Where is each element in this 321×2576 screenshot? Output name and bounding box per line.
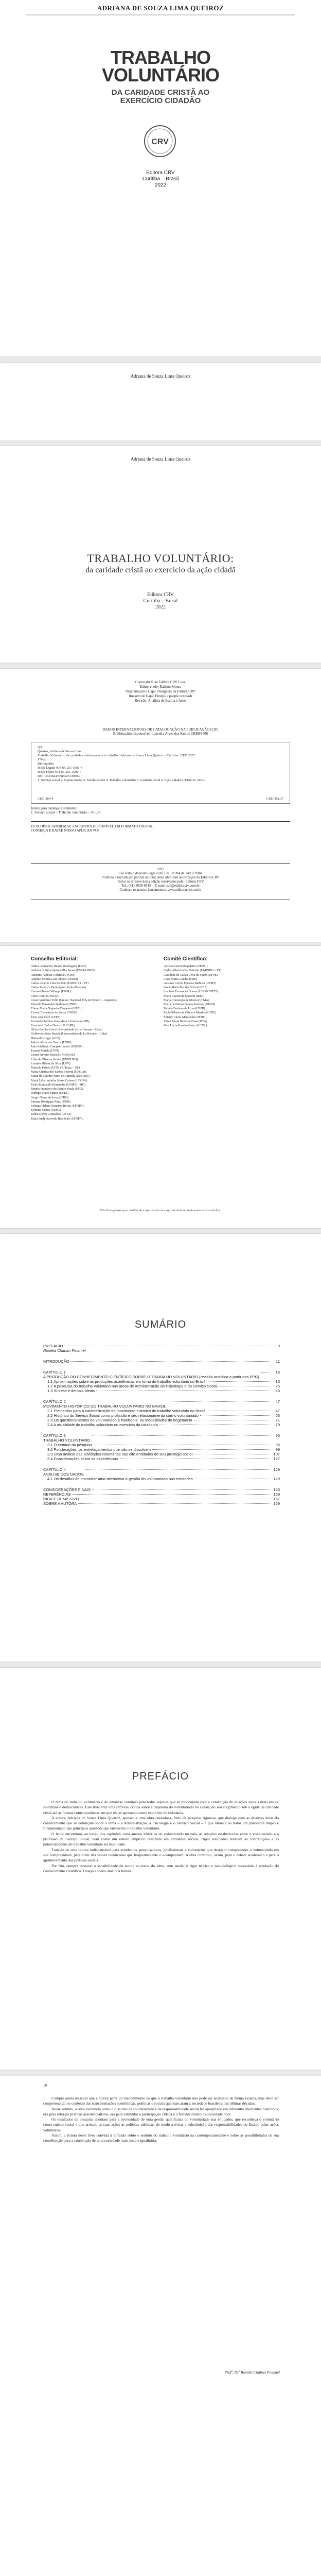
toc-entry[interactable] — [43, 1388, 280, 1393]
member-name: Adriana Guzzi Magalhães (UFMG) — [164, 965, 208, 969]
toc-entry-title: CONSIDERAÇÕES FINAIS — [43, 1487, 91, 1492]
cover-city: Curitiba – Brasil — [142, 176, 179, 182]
toc-entry-title: CAPÍTULO 2 MOVIMENTO HISTÓRICO DO TRABALHO VOLUNTÁRIO NO BRASIL — [43, 1399, 166, 1409]
member-name: Antônio Pereira Gaio Júnior (UFRRJ) — [31, 977, 78, 981]
toc-entry[interactable] — [43, 1467, 280, 1477]
member-name: João Adalberto Campato Junior (UNESP) — [31, 1045, 83, 1049]
member-name: Lídia de Oliveira Xavier (UNIEURO) — [31, 1058, 78, 1061]
cover-title — [0, 49, 321, 84]
toc-entry-title: 3.4 Considerações sobre as experiências — [47, 1456, 118, 1461]
member-name: Josania Portela (UFPI) — [31, 1049, 59, 1053]
pub-year: 2022 — [157, 867, 164, 871]
toc-entry-title: ÍNDICE REMISSIVO — [43, 1497, 79, 1501]
catalog-line: 1. Serviço social 2. Sujeito Social 3. Solidariedade 4. Trabalho voluntário 5. Caridade cristã 6. Ação cidadã I. Título II. Série. — [38, 778, 205, 782]
toc-entry-page: 127 — [273, 1456, 280, 1461]
peer-review-note: Este livro passou por avaliação e aprovação às cegas de dois ou mais pareceristas ad hoc. — [99, 1209, 222, 1212]
toc-entry-title: 4.1 Os desafios de encontrar uma alternativa à gestão do voluntariado nas entidades — [47, 1477, 193, 1481]
toc-entry-page: 79 — [275, 1422, 280, 1427]
toc-entry-title: REFERÊNCIAS — [43, 1492, 71, 1497]
title-page-city: Curitiba – Brasil — [143, 598, 178, 604]
toc-entry[interactable] — [43, 1384, 280, 1388]
toc-entry[interactable] — [43, 1487, 280, 1492]
toc-entry-title: PREFÁCIO — [43, 1344, 63, 1348]
member-name: Paulo Romualdo Hernandes (UNIFAL-MG) — [31, 1083, 86, 1087]
member-name: Celso Conti (UFSCar) — [31, 994, 59, 998]
preface-title: PREFÁCIO — [132, 1771, 189, 1782]
editorial-board-list — [31, 964, 154, 1121]
toc-entry[interactable] — [43, 1370, 280, 1379]
member-name: Eduardo Fernandes Barbosa (UFMG) — [31, 1003, 78, 1007]
cover-subtitle-line2: EXERCÍCIO CIDADÃO — [120, 96, 201, 105]
toc-entry-page: 153 — [273, 1487, 280, 1492]
toc-leader — [194, 1453, 270, 1454]
toc-entry-page: 15 — [275, 1379, 280, 1384]
member-name: Maria Conceição de Moura (UFMA) — [164, 998, 209, 1002]
toc-leader — [120, 1458, 270, 1459]
toc-entry[interactable] — [43, 1492, 280, 1497]
member-name: Helmuth Krüger (UCP) — [31, 1037, 60, 1040]
member-name: Vera Lúcia Ferreira Castro (UFPA) — [164, 1024, 207, 1028]
member-name: Lourdes Helena da Silva (UFV) — [31, 1062, 70, 1065]
member-name: Anselmo Alencar Colares (UFOPA) — [31, 973, 76, 977]
paragraph: Por fim, cumpre destacar a sensibilidade da autora ao tratar do tema, sem perder o rigor teórico e metodológico necessário à produção do conhecimento científico. Desejo a todos uma boa leitura. — [43, 1863, 279, 1873]
toc-leader — [92, 1489, 270, 1490]
scientific-committee — [164, 957, 287, 1028]
toc-entry-page: 95 — [275, 1433, 280, 1438]
title-page-year: 2022 — [155, 604, 166, 610]
toc-entry[interactable] — [43, 1359, 280, 1364]
member-name: Carlos Alberto Vilar Estêvão (UMINHO – PT) — [31, 982, 89, 986]
publisher-info — [0, 867, 321, 892]
toc-entry-title: 2.1 Elementos para a caracterização do movimento histórico do trabalho voluntário no Brasil — [47, 1409, 205, 1413]
toc-entry[interactable] — [43, 1422, 280, 1427]
catalog-line: Trabalho Voluntário: da caridade cristã ao exercício cidadão / Adriana de Souza Lima Queiroz – Curitiba : CRV, 2022. — [38, 754, 196, 757]
member-name: Cassilene de Cássia Lívia de Souza (UFPE) — [164, 973, 218, 977]
toc-leader — [80, 1498, 270, 1499]
member-name: Elizeu Clementino de Souza (UNEB) — [31, 1011, 77, 1015]
member-name: Leonel Severo Rocha (UNISINOS) — [31, 1054, 75, 1057]
toc-entry-title: Rosélia Chaban Pinamel — [43, 1348, 86, 1353]
toc-entry-page: 43 — [275, 1388, 280, 1393]
toc-entry-title: SOBRE A AUTORA — [43, 1501, 77, 1506]
toc-entry-page: 167 — [273, 1497, 280, 1501]
toc-entry-page: 95 — [275, 1443, 280, 1447]
editorial-board — [31, 957, 154, 1121]
title-page-subtitle: da caridade cristã ao exercício da ação cidadã — [85, 566, 236, 574]
member-name: Gloria Fariñas León (Universidade de La Havana – Cuba) — [31, 1028, 103, 1032]
toc-entry-title: 3.1 O cenário da pesquisa — [47, 1443, 93, 1447]
toc-entry-page: 25 — [275, 1384, 280, 1388]
toc-leader — [72, 1494, 270, 1495]
member-name: Maria Lília Imbiriba Sousa Colares (UFOPA) — [31, 1079, 87, 1082]
cover-divider — [26, 14, 295, 15]
toc-leader — [168, 1401, 270, 1402]
toc-entry-page: 63 — [275, 1413, 280, 1418]
member-name: Maria Aparecida Scatolin (IESF) — [164, 994, 205, 998]
toc-entry-title: 1.2 A pesquisa do trabalho voluntário nas áreas de Administração da Psicologia e do Serviço Social — [47, 1384, 218, 1388]
half-title-author: Adriana de Souza Lima Queiroz — [130, 374, 191, 379]
catalog-line: 170 p. — [38, 758, 46, 761]
digital-note-line2: CONHEÇA E BAIXE NOSSO APLICATIVO! — [31, 828, 99, 833]
toc-entry-title: CAPÍTULO 3 TRABALHO VOLUNTÁRIO — [43, 1433, 91, 1443]
member-name: Élsio José Corá (UFFS) — [31, 1015, 61, 1019]
catalog-line: ISBN Físico 978-65-251-3090-7 — [38, 770, 81, 774]
publisher-logo-icon — [142, 124, 177, 159]
toc-spacer — [43, 1461, 280, 1467]
catalog-line: Bibliografia — [38, 762, 54, 766]
pub-contact: Tel.: (41) 3039-6418 – E-mail: sac@editoracrv.com.br — [121, 884, 200, 888]
cataloging-title: DADOS INTERNACIONAIS DE CATALOGAÇÃO NA PUBLICAÇÃO (CIP) — [102, 727, 219, 732]
catalog-index-head: Índice para catálogo sistemático — [31, 806, 77, 810]
cover-subtitle-line1: DA CARIDADE CRISTÃ AO — [111, 88, 210, 97]
member-name: Carlos Alberto Vilar Estêvão (UMINHO – PT) — [164, 969, 222, 973]
toc-entry-page: 11 — [276, 1359, 280, 1364]
member-name: Lucilene Fernandes Gomes (UNIMONTES) — [164, 990, 219, 994]
preface-continued-text — [43, 2096, 279, 2144]
catalog-index — [31, 806, 290, 815]
member-name: Aldira Guimarães Duarte Domínguez (UNB) — [31, 965, 87, 969]
member-name: Pâmela Barbosa de Lima (UFPB) — [164, 1007, 205, 1011]
toc-entry[interactable] — [43, 1344, 280, 1348]
toc-entry-title: 1.3 Síntese e demais ideias — [47, 1388, 95, 1393]
member-name: Paulo Ribeiro de Oliveira Martins (UFPE) — [164, 1011, 216, 1015]
preface-page — [0, 1668, 321, 2070]
toc-entry-page: 129 — [273, 1467, 280, 1472]
toc-leader — [159, 1424, 270, 1425]
divider — [31, 821, 290, 822]
paragraph: Trata-se de uma leitura indispensável para estudantes, pesquisadores, profissionais e voluntários que desejam compreender o voluntariado em sua complexidade, para além das visões idealizadas que frequentemente o acompanham. A obra contribui, assim, para o debate acadêmico e para o aprimoramento das práticas sociais. — [43, 1847, 279, 1863]
toc-leader — [96, 1390, 270, 1391]
toc-entry[interactable] — [43, 1348, 280, 1353]
catalog-cdu: CDU 364-4 — [38, 797, 53, 801]
paragraph: Os resultados da pesquisa apontam para a necessidade de uma gestão qualificada do voluntariado nas entidades, que reconheça o voluntário como sujeito social e que articule as suas ações às políticas públicas, de modo a evitar a substituição das responsabilidades do Estado pelas ações voluntárias. — [43, 2117, 279, 2132]
toc-spacer — [43, 1393, 280, 1399]
member-name: Gustavo Corrêa Fonseca Barbosa (UFMT) — [164, 982, 217, 986]
cataloging-card — [31, 742, 290, 804]
member-name: Elione Maria Nogueira Diogenes (UFAL) — [31, 1007, 83, 1011]
toc-entry[interactable] — [43, 1452, 280, 1456]
page-number: 10 — [43, 2083, 47, 2088]
member-name: Sérgio Nunes de Jesus (IFRO) — [31, 1096, 68, 1099]
toc-spacer — [43, 1364, 280, 1370]
toc-leader — [219, 1385, 270, 1386]
toc-leader — [207, 1381, 270, 1382]
cover-publisher: Editora CRV — [146, 170, 175, 176]
member-name: Ivone Maria Mendes Silva (UECE) — [164, 986, 207, 990]
title-page-publisher: Editora CRV — [147, 592, 174, 598]
toc-title: SUMÁRIO — [134, 1319, 187, 1330]
copyright-page — [0, 669, 321, 942]
toc-entry-page: 107 — [273, 1452, 280, 1456]
toc-leader — [152, 1449, 270, 1450]
toc-entry[interactable] — [43, 1456, 280, 1461]
toc-entry[interactable] — [43, 1379, 280, 1384]
member-name: Carlos Federico Dominguez Avila (Unieuro) — [31, 986, 86, 990]
council-page — [0, 946, 321, 1228]
member-name: Clara Maria Guedes (CBS) — [164, 977, 198, 981]
member-name: Jailson Alves dos Santos (UFRJ) — [31, 1041, 72, 1044]
catalog-line: ISBN Digital 978-65-251-3091-4 — [38, 766, 83, 770]
cataloging-header — [31, 727, 290, 736]
member-name: Fernando Antônio Gonçalves Alcoforado (IPB) — [31, 1020, 90, 1023]
editorial-board-heading: Conselho Editorial: — [31, 956, 78, 962]
toc-entry[interactable] — [43, 1501, 280, 1506]
member-name: Maria de Lourdes Pinto de Almeida (UNOESC) — [31, 1075, 91, 1078]
half-title-page — [0, 363, 321, 440]
cover-year: 2022 — [154, 182, 167, 188]
toc-entry[interactable] — [43, 1477, 280, 1481]
digital-note — [31, 824, 290, 833]
toc-leader — [200, 1415, 270, 1416]
catalog-cdd: CDD 361.37 — [266, 797, 283, 801]
toc-entry-page: 47 — [275, 1399, 280, 1404]
title-page-title: TRABALHO VOLUNTÁRIO: — [87, 552, 234, 565]
toc-entry-page: 47 — [275, 1409, 280, 1413]
pub-reserved: Todos os direitos desta edição reservados pela: Editora CRV — [117, 879, 204, 884]
credit-line: Revisão: Analista de Escrita e Artes — [134, 699, 187, 703]
toc-leader — [92, 1435, 270, 1436]
catalog-index-entry: 1. Serviço social – Trabalho voluntário – 361.37 — [31, 810, 101, 815]
title-page-imprint — [0, 592, 321, 611]
toc-entry[interactable] — [43, 1447, 280, 1452]
paragraph: A autora, Adriana de Souza Lima Queiroz, apresenta uma obra cuidadosa, fruto de pesquisa rigorosa, que dialoga com as diversas áreas do conhecimento que se debruçam sobre o tema – a Administração, a Psicologia e o Serviço Social – e que oferece ao leitor um panorama amplo e fundamentado das principais questões que envolvem o trabalho voluntário. — [43, 1815, 279, 1831]
toc-entry[interactable] — [43, 1418, 280, 1422]
paragraph: O leitor encontrará, ao longo dos capítulos, uma análise histórica do voluntariado no país, as relações estabelecidas entre o voluntariado e a profissão de Serviço Social, bem como um estudo empírico realizado em entidades sociais, cujos resultados revelam as contradições e as potencialidades do trabalho voluntário na atualidade. — [43, 1831, 279, 1847]
toc-entry[interactable] — [43, 1413, 280, 1418]
member-name: Andréia da Silva Quintanilha Sousa (UNIR/UFRN) — [31, 969, 95, 973]
member-name: Rodrigo Pratte-Santos (UFES) — [31, 1092, 69, 1095]
toc-entry[interactable] — [43, 1443, 280, 1447]
catalog-codes — [38, 797, 283, 801]
toc-entry-title: 3.3 Uma análise das atividades voluntárias nas oito entidades do seu prestígio social — [47, 1452, 193, 1456]
toc-entry-title: CAPÍTULO 1 A PRODUÇÃO DO CONHECIMENTO CIENTÍFICO SOBRE O TRABALHO VOLUNTÁRIO (revisão analítica a partir dos PPG) — [43, 1370, 259, 1379]
member-name: Renato Francisco dos Santos Paula (UFG) — [31, 1088, 83, 1091]
toc-entry-title: 2.4 A atualidade do trabalho voluntário no exercício da cidadania — [47, 1422, 158, 1427]
publisher-logo-text: CRV — [151, 138, 169, 146]
member-name: Thierry Cíntra Marcondes (IFMG) — [164, 1015, 207, 1019]
toc-entry-title: INTRODUÇÃO — [43, 1359, 69, 1364]
cover-author: ADRIANA DE SOUZA LIMA QUEIROZ — [97, 4, 224, 12]
preface-signature: Profª. Drª Rosélia Chaban Pinamel — [224, 2370, 280, 2375]
toc-entry-title: 2.3 Os questionamentos do voluntariado à filantropia: as modalidades de hegemonia — [47, 1418, 192, 1422]
member-name: Francisco Carlos Duarte (PUC-PR) — [31, 1024, 75, 1028]
toc-entry-page: 99 — [275, 1447, 280, 1452]
scientific-committee-heading: Comitê Científico: — [164, 956, 208, 962]
member-name: Maria Cristina dos Santos Bezerra (UFSCar) — [31, 1071, 86, 1074]
member-name: Sydione Santos (UEPG) — [31, 1109, 61, 1112]
toc-entry-title: CAPÍTULO 4 ANÁLISE DOS DADOS — [43, 1467, 84, 1477]
scientific-committee-list — [164, 964, 287, 1028]
toc-entry-title: 2.2 Histórico do Serviço Social como profissão e seu relacionamento com o voluntariado — [47, 1413, 199, 1418]
toc-leader — [194, 1478, 270, 1479]
member-name: Maria de Fátima Gomes Pedrosa (UFRN) — [164, 1003, 216, 1007]
toc-page — [0, 1234, 321, 1662]
pub-rights: Proibida a reprodução parcial ou total desta obra sem autorização da Editora CRV — [101, 875, 220, 879]
member-name: Cesar Gerônimo Tello (Univer. Nacional Três de Febrero – Argentina) — [31, 998, 118, 1002]
toc-entry-title: 1.1 Aproximações sobre as produções acadêmicas em torno do trabalho voluntário no Brasil — [47, 1379, 205, 1384]
toc-entry-page: 71 — [275, 1418, 280, 1422]
toc-entry-page: 159 — [273, 1492, 280, 1497]
toc-leader — [78, 1503, 270, 1504]
toc-leader — [261, 1371, 270, 1372]
credit-line: Copyright © da Editora CRV Ltda. — [135, 680, 186, 684]
member-name: Tania Suely Azevedo Brasileiro (UFOPA) — [31, 1117, 83, 1121]
toc-leader — [64, 1345, 270, 1346]
toc-leader — [194, 1419, 270, 1420]
preface-text — [43, 1800, 279, 1874]
paragraph: Assim, a leitura deste livro convida à reflexão sobre o sentido do trabalho voluntário na contemporaneidade e sobre as possibilidades de sua contribuição para a construção de uma sociedade mais justa e igualitária. — [43, 2133, 279, 2143]
toc-spacer — [43, 1353, 280, 1359]
toc-entry-page: 9 — [277, 1344, 280, 1348]
title-page-author: Adriana de Souza Lima Queiroz — [130, 456, 191, 462]
member-name: Tadeu Oliver Gonçalves (UFPA) — [31, 1113, 72, 1116]
cover-imprint — [0, 170, 321, 189]
member-name: Simone Rodrigues Pinto (UNB) — [31, 1100, 70, 1104]
divider — [31, 863, 290, 864]
member-name: Guillermo Arias Beatón (Universidade de La Havana – Cuba) — [31, 1032, 108, 1036]
member-name: Vânia Maria Barbosa Viana (IFPA) — [164, 1020, 207, 1023]
catalog-line: Q3t — [38, 745, 43, 749]
toc-entry-title: 3.2 Ponderações: os entrelaçamentos que não se dissolvem — [47, 1447, 151, 1452]
paragraph: Cumpre ainda ressaltar que a autora parte do entendimento de que o trabalho voluntário não pode ser analisado de forma isolada, mas deve ser compreendido no contexto das transformações econômicas, políticas e sociais que marcaram a sociedade brasileira nas últimas décadas. — [43, 2096, 279, 2106]
cover-page — [0, 0, 321, 357]
toc-leader — [85, 1469, 270, 1470]
cover-title-line2: VOLUNTÁRIO — [102, 64, 219, 86]
title-page — [0, 446, 321, 663]
toc-entry[interactable] — [43, 1399, 280, 1409]
member-name: Carmen Tereza Velanga (UNIR) — [31, 990, 71, 994]
toc-leader — [70, 1361, 270, 1362]
credit-line: Imagem de Capa: Freepik / people unsplash — [129, 694, 192, 698]
toc-entry[interactable] — [43, 1433, 280, 1443]
toc-list — [43, 1344, 280, 1506]
toc-leader — [94, 1444, 270, 1445]
pub-website: Conheça os nossos lançamentos: www.editoracrv.com.br — [119, 888, 202, 892]
toc-entry-page: 15 — [275, 1370, 280, 1375]
toc-spacer — [43, 1427, 280, 1433]
toc-entry[interactable] — [43, 1497, 280, 1501]
digital-note-line1: ESTA OBRA TAMBÉM SE ENCONTRA DISPONÍVEL EM FORMATO DIGITAL. — [31, 824, 154, 828]
toc-entry-page: 169 — [273, 1501, 280, 1506]
preface-continued-page — [0, 2076, 321, 2576]
toc-entry-page: 129 — [273, 1477, 280, 1481]
paragraph: O tema do trabalho voluntário é de interesse contínuo para todos aqueles que se preocupam com a construção de relações sociais mais justas, solidárias e democráticas. Este livro traz uma reflexão crítica sobre a trajetória do voluntariado no Brasil, do seu surgimento sob a égide da caridade cristã até as formas contemporâneas em que ele se apresenta como exercício de cidadania. — [43, 1800, 279, 1815]
pub-legal: Foi feito o depósito legal conf. Lei 10.994 de 14/12/2004 — [119, 871, 202, 875]
catalog-line: Queiroz, Adriana de Souza Lima. — [38, 750, 82, 753]
credit-line: Diagramação e Capa: Designers da Editora CRV — [125, 689, 196, 693]
paragraph: Nesse sentido, a obra evidencia como o discurso da solidariedade e da responsabilidade social foi apropriado em diferentes momentos históricos, ora para reforçar práticas assistencialistas, ora para estimular a participação cidadã e o fortalecimento da sociedade civil. — [43, 2106, 279, 2116]
cover-subtitle — [0, 89, 321, 105]
credits-block — [0, 680, 321, 703]
cataloging-librarian: Bibliotecária responsável: Luzenira Alves dos Santos CRB9/1506 — [113, 732, 208, 736]
toc-entry[interactable] — [43, 1409, 280, 1413]
credit-line: Editor-chefe: Railson Moura — [139, 685, 182, 689]
member-name: Solange Helena Ximenes-Rocha (UFOPA) — [31, 1104, 84, 1108]
toc-leader — [207, 1410, 270, 1411]
cover-title-line1: TRABALHO — [111, 47, 210, 68]
catalog-line: DOI 10.24824/978652513090.7 — [38, 774, 81, 778]
toc-spacer — [43, 1481, 280, 1487]
member-name: Marcelo Paixão (UFRJ e UTexas – US) — [31, 1066, 80, 1070]
